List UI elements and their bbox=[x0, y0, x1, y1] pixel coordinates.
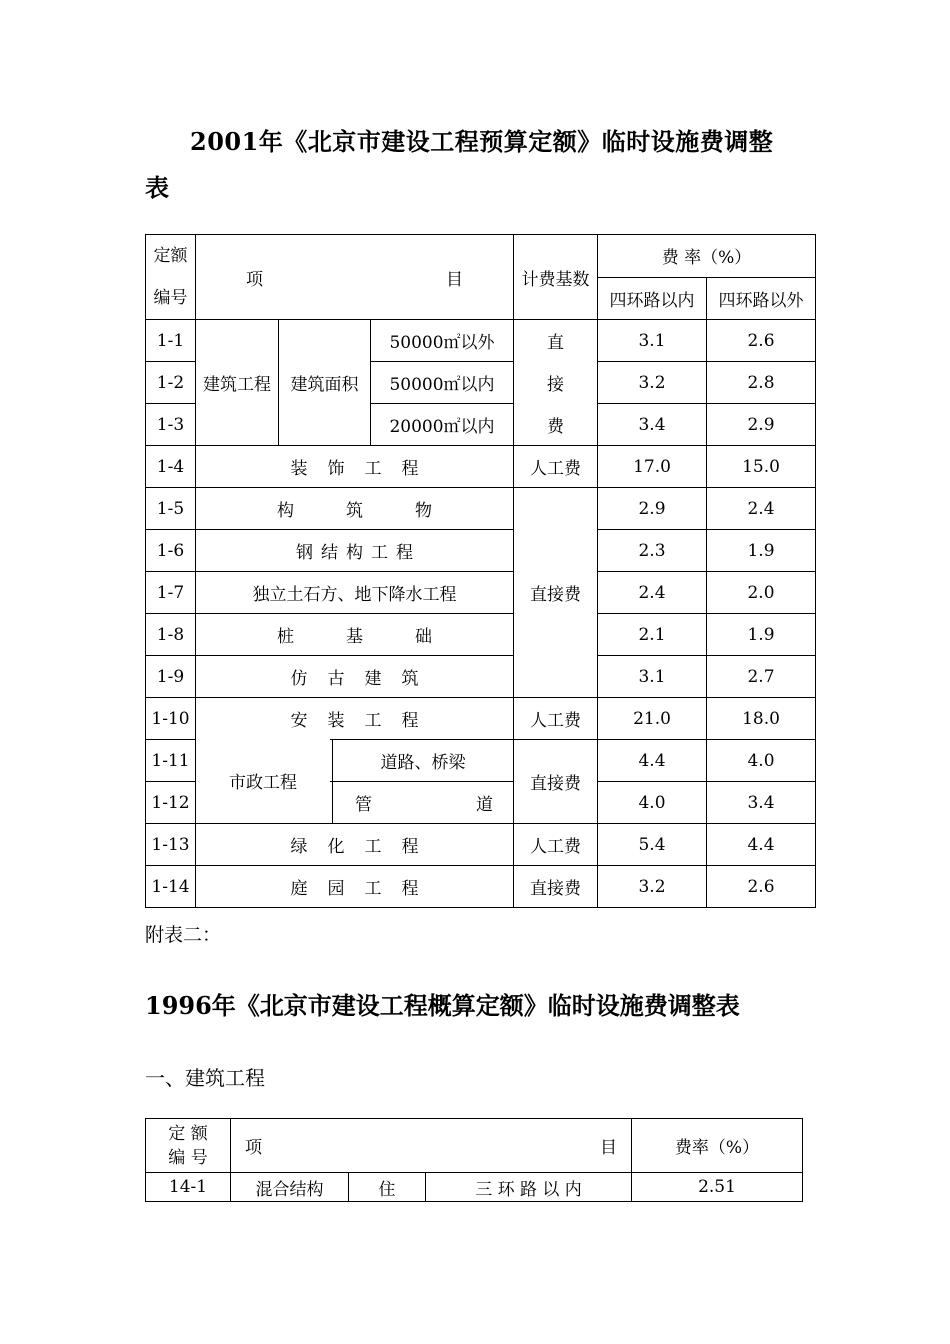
code-cell: 1-6 bbox=[146, 530, 196, 572]
item-cell: 仿古建筑 bbox=[196, 656, 514, 698]
outer-rate-cell: 2.0 bbox=[707, 572, 816, 614]
area-cell: 建筑面积 bbox=[279, 320, 371, 446]
header-code bbox=[146, 1119, 231, 1173]
header-item-left: 项 bbox=[245, 1138, 262, 1158]
outer-rate-cell: 2.6 bbox=[707, 320, 816, 362]
header-item-right: 目 bbox=[600, 1138, 617, 1158]
header-code-line1: 定 额 bbox=[168, 1123, 208, 1144]
header-inner-ring: 四环路以内 bbox=[598, 277, 707, 320]
code-cell: 1-10 bbox=[146, 698, 196, 740]
appendix-label: 附表二： bbox=[145, 924, 222, 946]
inner-rate-cell: 4.0 bbox=[598, 782, 707, 824]
inner-rate-cell: 3.1 bbox=[598, 320, 707, 362]
code-cell: 1-9 bbox=[146, 656, 196, 698]
outer-rate-cell: 2.8 bbox=[707, 362, 816, 404]
base-cell-zhi: 直 bbox=[514, 320, 598, 362]
header-code: 定额编号 bbox=[146, 235, 196, 320]
item-cell: 构筑物 bbox=[196, 488, 514, 530]
pipe-right: 道 bbox=[476, 795, 493, 815]
inner-rate-cell: 2.9 bbox=[598, 488, 707, 530]
item-cell: 桩基础 bbox=[196, 614, 514, 656]
base-cell: 人工费 bbox=[514, 698, 598, 740]
code-cell: 14-1 bbox=[146, 1173, 231, 1202]
code-cell: 1-13 bbox=[146, 824, 196, 866]
outer-rate-cell: 2.4 bbox=[707, 488, 816, 530]
pipe-cell bbox=[333, 782, 513, 823]
code-cell: 1-1 bbox=[146, 320, 196, 362]
base-cell-jie: 接 bbox=[514, 362, 598, 404]
item-cell: 20000㎡以内 bbox=[371, 404, 514, 446]
outer-rate-cell: 4.4 bbox=[707, 824, 816, 866]
outer-rate-cell: 1.9 bbox=[707, 530, 816, 572]
road-bridge-cell: 道路、桥梁 bbox=[380, 753, 466, 773]
inner-rate-cell: 3.2 bbox=[598, 866, 707, 908]
document-title-line2: 表 bbox=[145, 173, 169, 202]
document-title-line1: 2001年《北京市建设工程预算定额》临时设施费调整 bbox=[190, 127, 774, 156]
usage-cell: 住 bbox=[349, 1173, 426, 1202]
outer-rate-cell: 2.7 bbox=[707, 656, 816, 698]
pipe-left: 管 bbox=[355, 795, 372, 815]
inner-rate-cell: 5.4 bbox=[598, 824, 707, 866]
outer-rate-cell: 2.6 bbox=[707, 866, 816, 908]
outer-rate-cell: 4.0 bbox=[707, 740, 816, 782]
code-cell: 1-12 bbox=[146, 782, 196, 824]
code-cell: 1-7 bbox=[146, 572, 196, 614]
inner-rate-cell: 2.3 bbox=[598, 530, 707, 572]
header-code-line2: 编 号 bbox=[168, 1147, 208, 1168]
header-item bbox=[196, 235, 514, 320]
base-cell: 直接费 bbox=[514, 488, 598, 698]
rate-table-1996 bbox=[145, 1118, 803, 1202]
header-item bbox=[231, 1119, 632, 1173]
code-cell: 1-8 bbox=[146, 614, 196, 656]
outer-rate-cell: 18.0 bbox=[707, 698, 816, 740]
structure-cell: 混合结构 bbox=[231, 1173, 349, 1202]
item-cell: 独立土石方、地下降水工程 bbox=[196, 572, 514, 614]
header-outer-ring: 四环路以外 bbox=[707, 277, 816, 320]
outer-rate-cell: 3.4 bbox=[707, 782, 816, 824]
item-cell: 钢结构工程 bbox=[196, 530, 514, 572]
base-cell: 直接费 bbox=[514, 866, 598, 908]
header-base: 计费基数 bbox=[514, 235, 598, 320]
header-item-left: 项 bbox=[246, 269, 263, 290]
code-cell: 1-4 bbox=[146, 446, 196, 488]
code-cell: 1-2 bbox=[146, 362, 196, 404]
item-cell: 装饰工程 bbox=[196, 446, 514, 488]
item-cell: 50000㎡以内 bbox=[371, 362, 514, 404]
inner-rate-cell: 21.0 bbox=[598, 698, 707, 740]
code-cell: 1-5 bbox=[146, 488, 196, 530]
outer-rate-cell: 15.0 bbox=[707, 446, 816, 488]
inner-rate-cell: 3.4 bbox=[598, 404, 707, 446]
header-rate: 费 率（%） bbox=[598, 235, 816, 278]
item-cell: 绿化工程 bbox=[196, 824, 514, 866]
municipal-label: 市政工程 bbox=[196, 738, 330, 822]
inner-rate-cell: 2.1 bbox=[598, 614, 707, 656]
section-heading: 一、建筑工程 bbox=[145, 1066, 265, 1090]
inner-rate-cell: 3.1 bbox=[598, 656, 707, 698]
building-cell: 建筑工程 bbox=[196, 320, 279, 446]
header-rate: 费率（%） bbox=[632, 1119, 803, 1173]
second-title: 1996年《北京市建设工程概算定额》临时设施费调整表 bbox=[145, 991, 740, 1020]
inner-rate-cell: 4.4 bbox=[598, 740, 707, 782]
inner-rate-cell: 17.0 bbox=[598, 446, 707, 488]
item-cell: 安装工程 bbox=[196, 698, 514, 740]
base-cell-fei: 费 bbox=[514, 404, 598, 446]
rate-cell: 2.51 bbox=[632, 1173, 803, 1202]
item-cell: 50000㎡以外 bbox=[371, 320, 514, 362]
base-cell: 直接费 bbox=[514, 740, 598, 824]
outer-rate-cell: 2.9 bbox=[707, 404, 816, 446]
code-cell: 1-3 bbox=[146, 404, 196, 446]
code-cell: 1-14 bbox=[146, 866, 196, 908]
inner-rate-cell: 2.4 bbox=[598, 572, 707, 614]
inner-rate-cell: 3.2 bbox=[598, 362, 707, 404]
base-cell: 人工费 bbox=[514, 446, 598, 488]
outer-rate-cell: 1.9 bbox=[707, 614, 816, 656]
header-item-right: 目 bbox=[446, 269, 463, 290]
base-cell: 人工费 bbox=[514, 824, 598, 866]
item-cell: 庭园工程 bbox=[196, 866, 514, 908]
code-cell: 1-11 bbox=[146, 740, 196, 782]
ring-cell: 三 环 路 以 内 bbox=[426, 1173, 632, 1202]
